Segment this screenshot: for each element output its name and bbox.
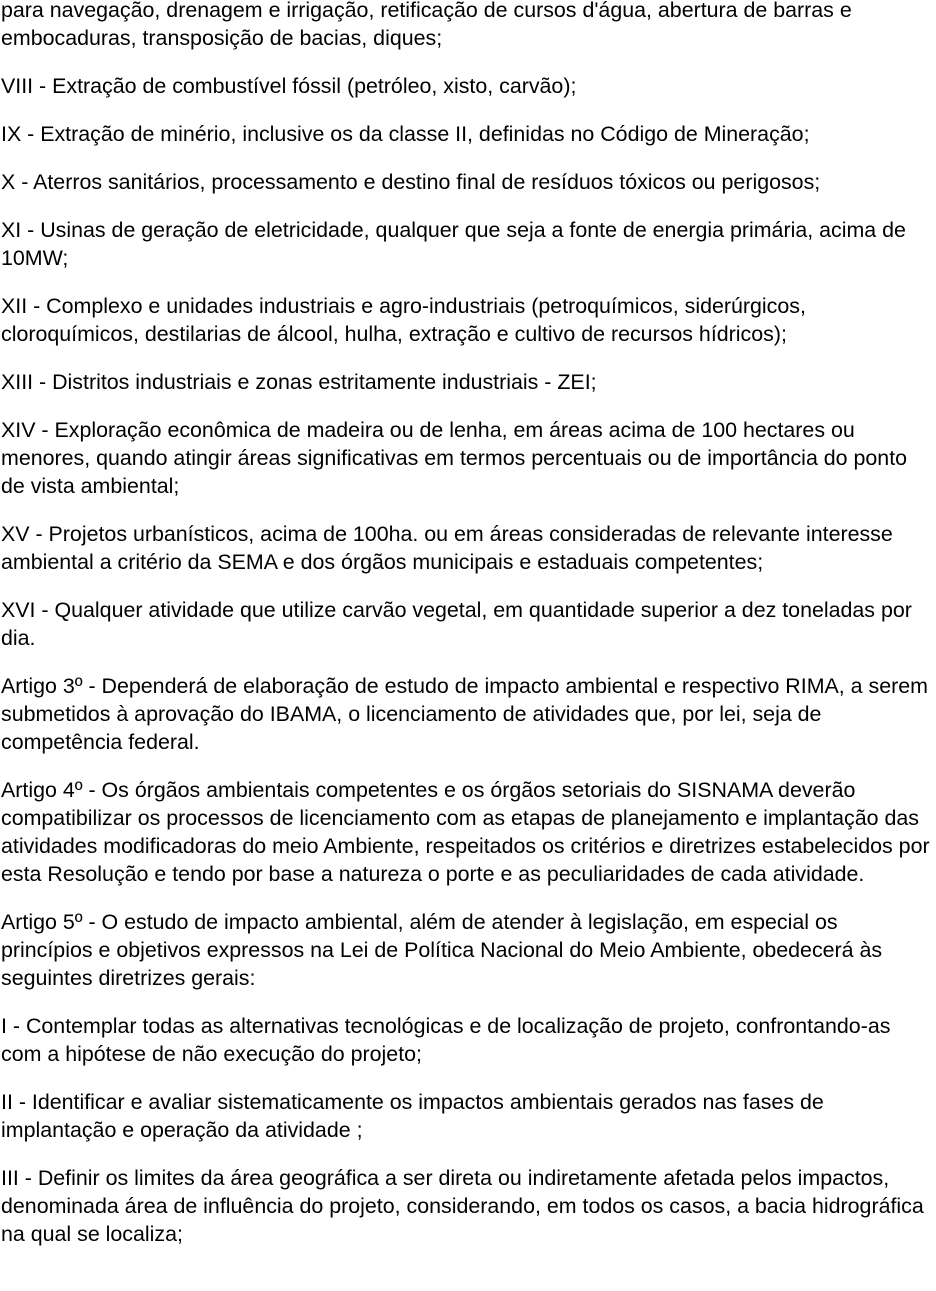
- paragraph-artigo-4: Artigo 4º - Os órgãos ambientais competentes e os órgãos setoriais do SISNAMA deverão compatibilizar os processos de licenciamento com as etapas de planejamento e implantação das atividades modificadoras do meio Ambiente, respeitados os critérios e diretrizes estabelecidos por esta Resolução e tendo por base a natureza o porte e as peculiaridades de cada atividade.: [1, 778, 930, 886]
- paragraph-item-viii: VIII - Extração de combustível fóssil (petróleo, xisto, carvão);: [1, 74, 577, 98]
- paragraph-item-xiii: XIII - Distritos industriais e zonas estritamente industriais - ZEI;: [1, 370, 597, 394]
- paragraph-directive-ii: II - Identificar e avaliar sistematicamente os impactos ambientais gerados nas fases de implantação e operação da atividade ;: [1, 1090, 824, 1142]
- paragraph-item-xvi: XVI - Qualquer atividade que utilize carvão vegetal, em quantidade superior a dez toneladas por dia.: [1, 598, 912, 650]
- paragraph-artigo-3: Artigo 3º - Dependerá de elaboração de estudo de impacto ambiental e respectivo RIMA, a serem submetidos à aprovação do IBAMA, o licenciamento de atividades que, por lei, seja de competência federal.: [1, 674, 928, 754]
- paragraph-continuation-vii: para navegação, drenagem e irrigação, retificação de cursos d'água, abertura de barras e embocaduras, transposição de bacias, diques;: [1, 0, 852, 50]
- paragraph-directive-i: I - Contemplar todas as alternativas tecnológicas e de localização de projeto, confrontando-as com a hipótese de não execução do projeto;: [1, 1014, 891, 1066]
- paragraph-directive-iii: III - Definir os limites da área geográfica a ser direta ou indiretamente afetada pelos impactos, denominada área de influência do projeto, considerando, em todos os casos, a bacia hidrográfica na qual se localiza;: [1, 1166, 924, 1246]
- paragraph-artigo-5: Artigo 5º - O estudo de impacto ambiental, além de atender à legislação, em especial os princípios e objetivos expressos na Lei de Política Nacional do Meio Ambiente, obedecerá às seguintes diretrizes gerais:: [1, 910, 883, 990]
- paragraph-item-xv: XV - Projetos urbanísticos, acima de 100ha. ou em áreas consideradas de relevante interesse ambiental a critério da SEMA e dos órgãos municipais e estaduais competentes;: [1, 522, 893, 574]
- paragraph-item-x: X - Aterros sanitários, processamento e destino final de resíduos tóxicos ou perigosos;: [1, 170, 821, 194]
- paragraph-item-xii: XII - Complexo e unidades industriais e agro-industriais (petroquímicos, siderúrgicos, cloroquímicos, destilarias de álcool, hulha, extração e cultivo de recursos hídricos);: [1, 294, 806, 346]
- paragraph-item-ix: IX - Extração de minério, inclusive os da classe II, definidas no Código de Mineração;: [1, 122, 810, 146]
- paragraph-item-xiv: XIV - Exploração econômica de madeira ou de lenha, em áreas acima de 100 hectares ou menores, quando atingir áreas significativas em termos percentuais ou de importância do ponto de vista ambiental;: [1, 418, 908, 498]
- paragraph-item-xi: XI - Usinas de geração de eletricidade, qualquer que seja a fonte de energia primária, acima de 10MW;: [1, 218, 906, 270]
